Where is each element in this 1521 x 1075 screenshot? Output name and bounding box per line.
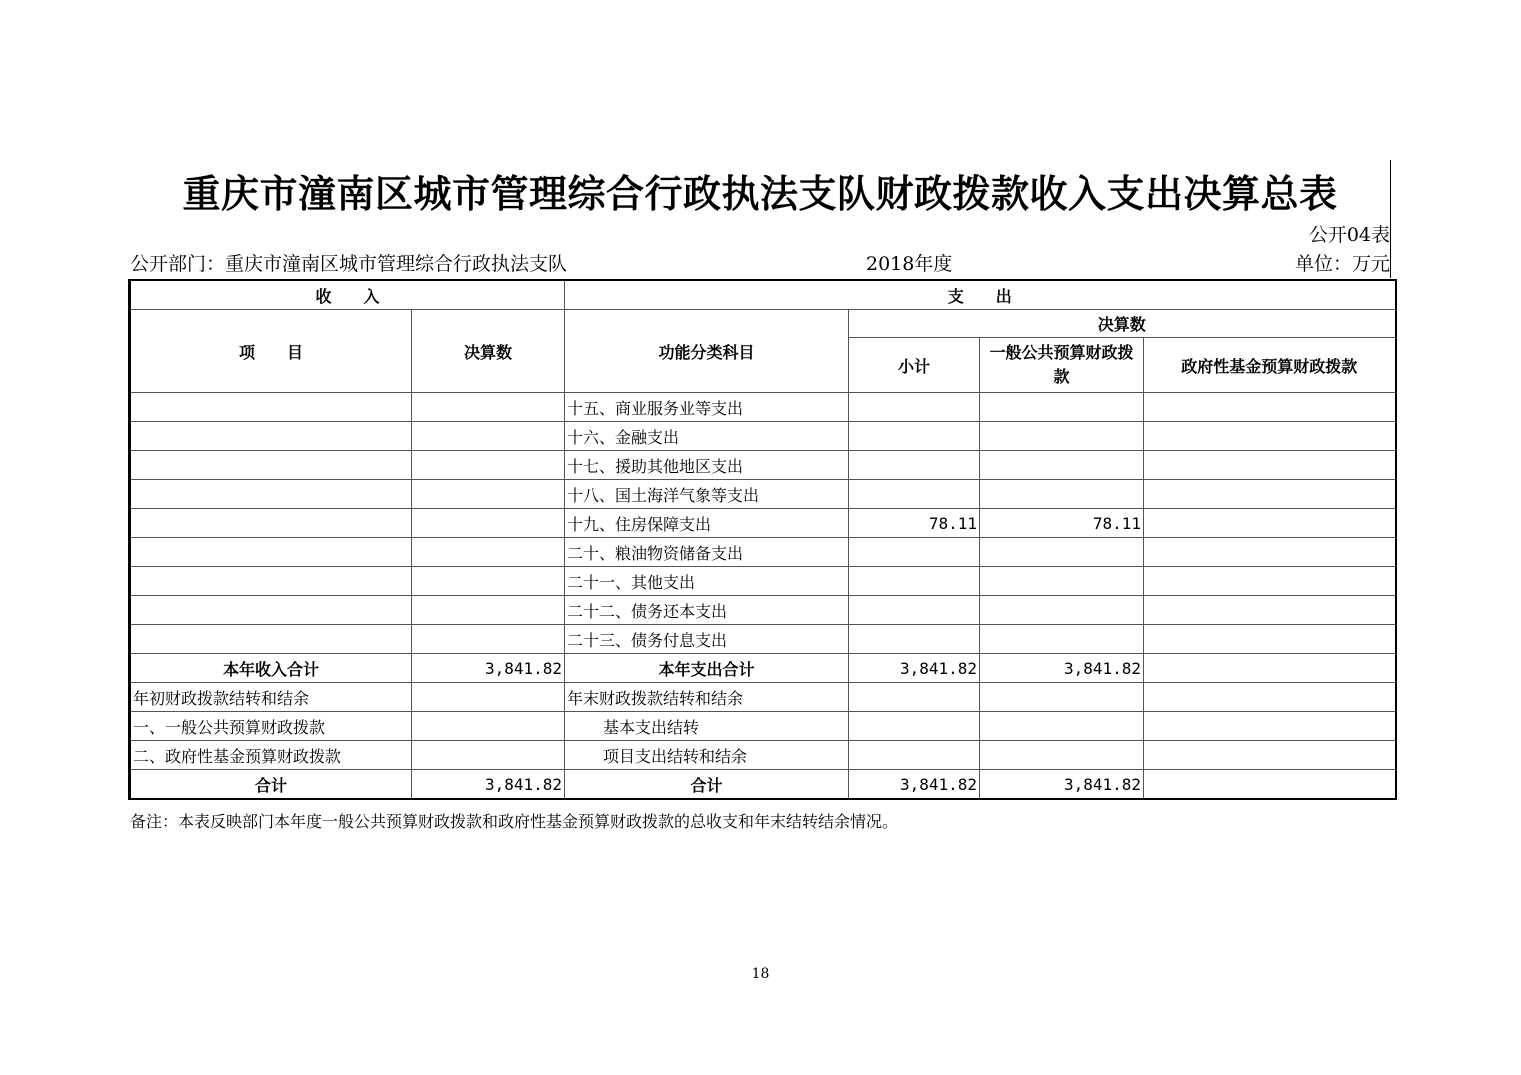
page-title: 重庆市潼南区城市管理综合行政执法支队财政拨款收入支出决算总表 — [182, 172, 1338, 216]
footnote: 备注：本表反映部门本年度一般公共预算财政拨款和政府性基金预算财政拨款的总收支和年末结转结余情况。 — [130, 812, 899, 831]
gov-fund-cell — [1144, 509, 1396, 538]
subtotal-cell: 78.11 — [849, 509, 980, 538]
subtotal-cell — [849, 538, 980, 567]
gov-fund-cell — [1144, 567, 1396, 596]
general-cell — [980, 567, 1144, 596]
annual-total-row — [130, 654, 1396, 683]
basic-carry-label: 基本支出结转 — [565, 712, 849, 741]
income-grand-label: 合计 — [130, 770, 412, 800]
income-item — [130, 538, 412, 567]
gov-fund-cell — [1144, 538, 1396, 567]
expense-item: 二十二、债务还本支出 — [565, 596, 849, 625]
income-amount — [412, 625, 565, 654]
item-header: 项 目 — [130, 310, 412, 393]
page-number: 18 — [751, 966, 770, 982]
expense-grand-subtotal: 3,841.82 — [849, 770, 980, 800]
expense-grand-label: 合计 — [565, 770, 849, 800]
general-cell — [980, 596, 1144, 625]
subtotal-cell — [849, 741, 980, 770]
table-row — [130, 422, 1396, 451]
income-amount — [412, 393, 565, 422]
carryover-row — [130, 712, 1396, 741]
subtotal-cell — [849, 683, 980, 712]
project-carry-label: 项目支出结转和结余 — [565, 741, 849, 770]
expense-item: 十六、金融支出 — [565, 422, 849, 451]
table-row — [130, 538, 1396, 567]
general-cell — [980, 480, 1144, 509]
gov-fund-cell — [1144, 596, 1396, 625]
income-amount — [412, 509, 565, 538]
expense-total-label: 本年支出合计 — [565, 654, 849, 683]
expense-item: 二十、粮油物资储备支出 — [565, 538, 849, 567]
expense-header: 支 出 — [565, 280, 1396, 310]
final-amount-header: 决算数 — [849, 310, 1396, 338]
general-cell — [980, 422, 1144, 451]
expense-total-subtotal: 3,841.82 — [849, 654, 980, 683]
income-item — [130, 625, 412, 654]
begin-carry-value — [412, 683, 565, 712]
income-item — [130, 509, 412, 538]
expense-grand-general: 3,841.82 — [980, 770, 1144, 800]
subtotal-cell — [849, 422, 980, 451]
unit-label: 单位：万元 — [1294, 253, 1390, 275]
expense-item: 十九、住房保障支出 — [565, 509, 849, 538]
income-amount — [412, 451, 565, 480]
gov-fund-cell — [1144, 451, 1396, 480]
begin-carry-label: 年初财政拨款结转和结余 — [130, 683, 412, 712]
table-row — [130, 567, 1396, 596]
expense-total-general: 3,841.82 — [980, 654, 1144, 683]
general-cell — [980, 538, 1144, 567]
expense-item: 二十三、债务付息支出 — [565, 625, 849, 654]
table-row — [130, 509, 1396, 538]
general-budget-header: 一般公共预算财政拨款 — [980, 338, 1144, 393]
subtotal-cell — [849, 712, 980, 741]
carryover-row — [130, 741, 1396, 770]
general-cell — [980, 451, 1144, 480]
gov-fund-header: 政府性基金预算财政拨款 — [1144, 338, 1396, 393]
income-total-label: 本年收入合计 — [130, 654, 412, 683]
expense-item: 十七、援助其他地区支出 — [565, 451, 849, 480]
general-budget-carry-value — [412, 712, 565, 741]
gov-fund-cell — [1144, 683, 1396, 712]
income-total-value: 3,841.82 — [412, 654, 565, 683]
general-cell — [980, 741, 1144, 770]
fiscal-year: 2018年度 — [866, 253, 953, 275]
end-carry-label: 年末财政拨款结转和结余 — [565, 683, 849, 712]
grand-total-row — [130, 770, 1396, 800]
expense-total-gov-fund — [1144, 654, 1396, 683]
expense-item: 十八、国土海洋气象等支出 — [565, 480, 849, 509]
expense-item: 二十一、其他支出 — [565, 567, 849, 596]
carryover-row — [130, 683, 1396, 712]
table-row — [130, 596, 1396, 625]
income-item — [130, 596, 412, 625]
gov-fund-carry-label: 二、政府性基金预算财政拨款 — [130, 741, 412, 770]
subtotal-cell — [849, 625, 980, 654]
income-item — [130, 480, 412, 509]
table-row — [130, 451, 1396, 480]
table-row — [130, 393, 1396, 422]
gov-fund-cell — [1144, 480, 1396, 509]
gov-fund-cell — [1144, 712, 1396, 741]
gov-fund-cell — [1144, 741, 1396, 770]
income-item — [130, 567, 412, 596]
subtotal-cell — [849, 480, 980, 509]
income-amount — [412, 596, 565, 625]
subtotal-cell — [849, 596, 980, 625]
income-amount — [412, 567, 565, 596]
func-category-header: 功能分类科目 — [565, 310, 849, 393]
general-cell — [980, 625, 1144, 654]
subtotal-cell — [849, 393, 980, 422]
income-amount — [412, 538, 565, 567]
income-item — [130, 451, 412, 480]
gov-fund-carry-value — [412, 741, 565, 770]
gov-fund-cell — [1144, 422, 1396, 451]
budget-table — [128, 279, 1397, 800]
general-cell: 78.11 — [980, 509, 1144, 538]
general-cell — [980, 683, 1144, 712]
income-header: 收 入 — [130, 280, 565, 310]
expense-grand-gov-fund — [1144, 770, 1396, 800]
subtotal-cell — [849, 451, 980, 480]
income-item — [130, 422, 412, 451]
general-cell — [980, 393, 1144, 422]
income-amount — [412, 480, 565, 509]
gov-fund-cell — [1144, 393, 1396, 422]
expense-item: 十五、商业服务业等支出 — [565, 393, 849, 422]
table-row — [130, 480, 1396, 509]
subtotal-header: 小计 — [849, 338, 980, 393]
general-cell — [980, 712, 1144, 741]
subtotal-cell — [849, 567, 980, 596]
income-item — [130, 393, 412, 422]
income-grand-value: 3,841.82 — [412, 770, 565, 800]
gov-fund-cell — [1144, 625, 1396, 654]
general-budget-carry-label: 一、一般公共预算财政拨款 — [130, 712, 412, 741]
department-label: 公开部门：重庆市潼南区城市管理综合行政执法支队 — [130, 253, 568, 275]
amount-header: 决算数 — [412, 310, 565, 393]
table-row — [130, 625, 1396, 654]
form-number: 公开04表 — [1308, 224, 1390, 246]
income-amount — [412, 422, 565, 451]
